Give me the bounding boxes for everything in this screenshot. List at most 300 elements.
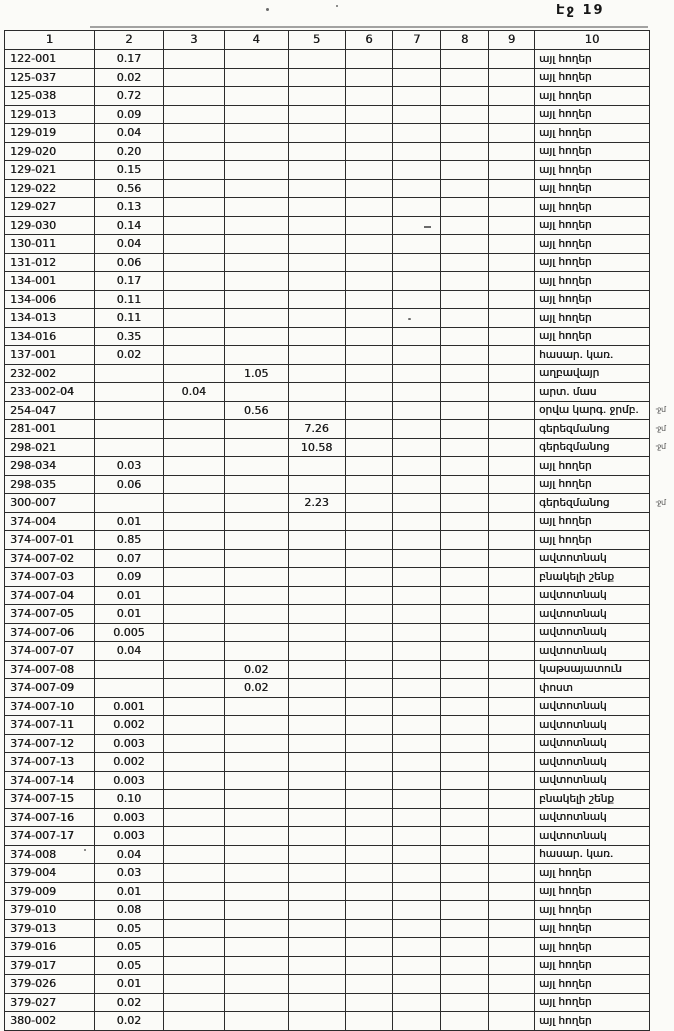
cell-area-value — [393, 364, 441, 383]
margin-note — [649, 272, 673, 291]
table-row — [5, 235, 674, 254]
cell-area-value — [288, 272, 345, 291]
cell-land-category: այլ հողեր — [535, 161, 650, 180]
scan-speck — [266, 8, 269, 11]
cell-area-value: 0.01 — [94, 605, 163, 624]
cell-area-value: 0.14 — [94, 216, 163, 235]
cell-area-value — [94, 401, 163, 420]
margin-note — [649, 993, 673, 1012]
cell-area-value: 0.01 — [94, 512, 163, 531]
cell-area-value — [345, 68, 393, 87]
cell-area-value — [489, 512, 535, 531]
cell-area-value — [288, 771, 345, 790]
margin-note — [649, 383, 673, 402]
cell-area-value — [345, 216, 393, 235]
margin-note — [649, 161, 673, 180]
cell-area-value — [163, 549, 224, 568]
cell-area-value — [224, 457, 288, 476]
cell-area-value — [441, 457, 489, 476]
cell-area-value — [489, 475, 535, 494]
cell-area-value — [489, 827, 535, 846]
cell-area-value — [393, 642, 441, 661]
cell-area-value — [393, 697, 441, 716]
cell-area-value — [345, 753, 393, 772]
cell-area-value — [393, 845, 441, 864]
cell-area-value — [224, 475, 288, 494]
cell-area-value — [393, 586, 441, 605]
cell-area-value — [224, 882, 288, 901]
cell-area-value — [393, 1012, 441, 1031]
cell-area-value — [345, 142, 393, 161]
cell-area-value — [224, 716, 288, 735]
cell-area-value: 1.05 — [224, 364, 288, 383]
cell-area-value — [345, 50, 393, 69]
cell-area-value — [345, 105, 393, 124]
cell-area-value — [288, 864, 345, 883]
cell-land-category: այլ հողեր — [535, 272, 650, 291]
table-row — [5, 531, 674, 550]
cell-parcel-code: 374-007-11 — [5, 716, 95, 735]
cell-area-value — [393, 161, 441, 180]
column-header: 2 — [94, 31, 163, 50]
cell-area-value — [288, 919, 345, 938]
cell-area-value — [224, 50, 288, 69]
cell-parcel-code: 374-007-10 — [5, 697, 95, 716]
cell-parcel-code: 129-022 — [5, 179, 95, 198]
cell-land-category: այլ հողեր — [535, 198, 650, 217]
cell-area-value — [224, 290, 288, 309]
cell-area-value — [288, 1012, 345, 1031]
cell-parcel-code: 233-002-04 — [5, 383, 95, 402]
cell-area-value — [441, 808, 489, 827]
cell-area-value — [489, 50, 535, 69]
cell-parcel-code: 380-002 — [5, 1012, 95, 1031]
margin-note — [649, 1012, 673, 1031]
cell-area-value — [288, 845, 345, 864]
cell-parcel-code: 129-027 — [5, 198, 95, 217]
cell-land-category: ավտոտնակ — [535, 623, 650, 642]
cell-area-value — [345, 901, 393, 920]
cell-land-category: փոստ — [535, 679, 650, 698]
cell-area-value: 0.04 — [94, 124, 163, 143]
cell-parcel-code: 298-034 — [5, 457, 95, 476]
cell-parcel-code: 374-007-12 — [5, 734, 95, 753]
cell-area-value: 0.01 — [94, 975, 163, 994]
margin-note — [649, 864, 673, 883]
cell-land-category: այլ հողեր — [535, 475, 650, 494]
cell-area-value — [288, 142, 345, 161]
margin-note — [649, 605, 673, 624]
cell-area-value — [441, 364, 489, 383]
cell-area-value — [288, 753, 345, 772]
table-row — [5, 346, 674, 365]
header-row — [5, 31, 674, 50]
cell-area-value — [224, 956, 288, 975]
cell-area-value: 0.06 — [94, 475, 163, 494]
table-row — [5, 383, 674, 402]
cell-parcel-code: 300-007 — [5, 494, 95, 513]
margin-note — [649, 124, 673, 143]
cell-area-value — [163, 568, 224, 587]
cell-area-value — [393, 142, 441, 161]
cell-area-value — [288, 68, 345, 87]
cell-area-value — [393, 235, 441, 254]
table-row — [5, 124, 674, 143]
cell-land-category: այլ հողեր — [535, 993, 650, 1012]
cell-area-value — [345, 827, 393, 846]
cell-area-value — [441, 679, 489, 698]
cell-area-value — [224, 808, 288, 827]
cell-area-value — [441, 327, 489, 346]
cell-parcel-code: 374-007-13 — [5, 753, 95, 772]
cell-area-value — [441, 623, 489, 642]
cell-area-value — [489, 68, 535, 87]
cell-area-value — [224, 734, 288, 753]
cell-area-value — [345, 383, 393, 402]
table-row — [5, 68, 674, 87]
cell-area-value — [345, 401, 393, 420]
cell-parcel-code: 137-001 — [5, 346, 95, 365]
cell-area-value — [489, 401, 535, 420]
cell-area-value — [163, 327, 224, 346]
cell-area-value: 0.07 — [94, 549, 163, 568]
cell-area-value — [489, 623, 535, 642]
cell-area-value — [94, 494, 163, 513]
table-row — [5, 993, 674, 1012]
cell-area-value — [489, 919, 535, 938]
cell-area-value — [441, 531, 489, 550]
table-row — [5, 290, 674, 309]
cell-area-value — [163, 660, 224, 679]
cell-area-value — [163, 956, 224, 975]
cell-area-value — [288, 457, 345, 476]
cell-area-value — [489, 216, 535, 235]
cell-area-value — [345, 420, 393, 439]
table-row — [5, 253, 674, 272]
cell-area-value — [288, 327, 345, 346]
cell-area-value — [393, 864, 441, 883]
cell-area-value — [288, 531, 345, 550]
cell-parcel-code: 374-004 — [5, 512, 95, 531]
cell-area-value — [393, 198, 441, 217]
cell-area-value — [224, 531, 288, 550]
cell-area-value — [441, 438, 489, 457]
cell-area-value — [288, 882, 345, 901]
cell-area-value — [393, 420, 441, 439]
cell-land-category: այլ հողեր — [535, 919, 650, 938]
margin-note — [649, 975, 673, 994]
cell-land-category: այլ հողեր — [535, 216, 650, 235]
margin-note — [649, 68, 673, 87]
cell-area-value — [441, 420, 489, 439]
cell-area-value — [224, 346, 288, 365]
cell-area-value — [163, 235, 224, 254]
cell-area-value — [393, 512, 441, 531]
cell-area-value: 0.17 — [94, 50, 163, 69]
cell-area-value — [163, 790, 224, 809]
cell-area-value — [345, 808, 393, 827]
cell-area-value — [393, 771, 441, 790]
cell-land-category: այլ հողեր — [535, 179, 650, 198]
cell-area-value — [441, 549, 489, 568]
cell-area-value — [489, 864, 535, 883]
cell-area-value — [224, 549, 288, 568]
cell-area-value — [163, 734, 224, 753]
cell-area-value — [489, 457, 535, 476]
cell-area-value — [288, 956, 345, 975]
margin-note — [649, 216, 673, 235]
cell-area-value — [441, 198, 489, 217]
cell-area-value — [163, 198, 224, 217]
cell-area-value — [441, 919, 489, 938]
cell-area-value — [393, 253, 441, 272]
cell-parcel-code: 254-047 — [5, 401, 95, 420]
cell-area-value: 0.15 — [94, 161, 163, 180]
cell-area-value — [288, 586, 345, 605]
margin-note — [649, 734, 673, 753]
cell-land-category: ավտոտնակ — [535, 716, 650, 735]
table-row — [5, 457, 674, 476]
cell-area-value — [393, 938, 441, 957]
cell-area-value — [288, 734, 345, 753]
cell-parcel-code: 129-019 — [5, 124, 95, 143]
table-row — [5, 845, 674, 864]
cell-area-value — [489, 882, 535, 901]
cell-area-value — [224, 420, 288, 439]
cell-parcel-code: 374-007-02 — [5, 549, 95, 568]
cell-area-value — [224, 901, 288, 920]
cell-area-value: 0.08 — [94, 901, 163, 920]
cell-area-value: 0.003 — [94, 734, 163, 753]
table-row — [5, 642, 674, 661]
table-row — [5, 568, 674, 587]
margin-note — [649, 956, 673, 975]
cell-area-value — [163, 124, 224, 143]
cell-area-value — [345, 605, 393, 624]
cell-land-category: ավտոտնակ — [535, 734, 650, 753]
cell-area-value — [163, 882, 224, 901]
table-row — [5, 161, 674, 180]
cell-land-category: արտ. մաս — [535, 383, 650, 402]
cell-area-value — [441, 753, 489, 772]
cell-parcel-code: 130-011 — [5, 235, 95, 254]
table-row — [5, 475, 674, 494]
cell-area-value: 0.02 — [224, 660, 288, 679]
cell-area-value — [441, 790, 489, 809]
cell-area-value — [288, 938, 345, 957]
table-row — [5, 420, 674, 439]
cell-parcel-code: 374-007-17 — [5, 827, 95, 846]
cell-area-value: 0.72 — [94, 87, 163, 106]
table-row — [5, 198, 674, 217]
cell-area-value — [441, 475, 489, 494]
margin-note — [649, 198, 673, 217]
cell-area-value — [441, 235, 489, 254]
cell-area-value — [288, 216, 345, 235]
cell-area-value — [163, 919, 224, 938]
cell-land-category: ավտոտնակ — [535, 771, 650, 790]
cell-area-value — [489, 253, 535, 272]
cell-parcel-code: 379-010 — [5, 901, 95, 920]
cell-parcel-code: 374-007-01 — [5, 531, 95, 550]
cell-area-value — [345, 956, 393, 975]
cell-land-category: այլ հողեր — [535, 124, 650, 143]
cell-parcel-code: 374-007-08 — [5, 660, 95, 679]
cell-area-value: 0.02 — [94, 346, 163, 365]
cell-area-value — [224, 938, 288, 957]
cell-land-category: աղբավայր — [535, 364, 650, 383]
cell-area-value — [489, 198, 535, 217]
cell-area-value — [224, 975, 288, 994]
cell-area-value — [345, 697, 393, 716]
cell-area-value — [163, 753, 224, 772]
cell-area-value — [163, 716, 224, 735]
cell-area-value: 0.01 — [94, 882, 163, 901]
cell-land-category: այլ հողեր — [535, 68, 650, 87]
cell-area-value — [345, 1012, 393, 1031]
margin-note — [649, 882, 673, 901]
cell-parcel-code: 374-008 — [5, 845, 95, 864]
cell-parcel-code: 374-007-09 — [5, 679, 95, 698]
cell-area-value — [224, 87, 288, 106]
cell-area-value — [441, 901, 489, 920]
cell-land-category: գերեզմանոց — [535, 420, 650, 439]
table-row — [5, 216, 674, 235]
cell-parcel-code: 134-006 — [5, 290, 95, 309]
cell-area-value — [288, 716, 345, 735]
cell-area-value — [489, 420, 535, 439]
table-row — [5, 179, 674, 198]
table-row — [5, 105, 674, 124]
cell-area-value — [441, 494, 489, 513]
cell-area-value — [163, 105, 224, 124]
cell-area-value — [163, 438, 224, 457]
cell-area-value: 0.02 — [94, 1012, 163, 1031]
cell-area-value — [224, 919, 288, 938]
scan-artifact-line — [90, 26, 648, 28]
table-row — [5, 512, 674, 531]
margin-note — [649, 642, 673, 661]
cell-area-value — [441, 346, 489, 365]
cell-area-value — [393, 68, 441, 87]
cell-area-value — [345, 586, 393, 605]
cell-area-value — [489, 771, 535, 790]
cell-area-value — [489, 87, 535, 106]
margin-note — [649, 457, 673, 476]
table-row — [5, 938, 674, 957]
cell-land-category: ավտոտնակ — [535, 549, 650, 568]
cell-area-value — [163, 216, 224, 235]
cell-area-value — [163, 161, 224, 180]
cell-area-value — [393, 753, 441, 772]
cell-area-value — [288, 790, 345, 809]
cell-parcel-code: 374-007-14 — [5, 771, 95, 790]
cell-land-category: այլ հողեր — [535, 512, 650, 531]
table-row — [5, 790, 674, 809]
cell-parcel-code: 131-012 — [5, 253, 95, 272]
margin-note — [649, 512, 673, 531]
cell-area-value — [345, 87, 393, 106]
cell-area-value — [345, 771, 393, 790]
table-row — [5, 919, 674, 938]
cell-parcel-code: 379-026 — [5, 975, 95, 994]
cell-area-value — [163, 938, 224, 957]
margin-note — [649, 253, 673, 272]
margin-note: ·ջմ — [654, 405, 666, 415]
cell-area-value — [288, 401, 345, 420]
cell-area-value — [441, 568, 489, 587]
cell-area-value — [393, 993, 441, 1012]
cell-land-category: այլ հողեր — [535, 142, 650, 161]
cell-area-value — [441, 1012, 489, 1031]
cell-area-value — [163, 179, 224, 198]
cell-area-value — [288, 679, 345, 698]
margin-note — [649, 179, 673, 198]
cell-area-value: 0.13 — [94, 198, 163, 217]
cell-area-value — [441, 253, 489, 272]
cell-area-value — [489, 346, 535, 365]
cell-area-value: 0.56 — [94, 179, 163, 198]
cell-area-value — [441, 734, 489, 753]
table-row — [5, 401, 674, 420]
cell-land-category: կաթսայատուն — [535, 660, 650, 679]
cell-area-value — [224, 438, 288, 457]
cell-area-value — [163, 494, 224, 513]
cell-area-value: 0.03 — [94, 457, 163, 476]
cell-area-value: 0.04 — [94, 845, 163, 864]
cell-area-value: 0.003 — [94, 827, 163, 846]
cell-parcel-code: 379-017 — [5, 956, 95, 975]
cell-land-category: այլ հողեր — [535, 105, 650, 124]
cell-area-value — [288, 198, 345, 217]
cell-area-value — [224, 864, 288, 883]
cell-area-value — [489, 438, 535, 457]
cell-area-value — [393, 272, 441, 291]
cell-land-category: օրվա կարգ. ջրմբ. — [535, 401, 650, 420]
margin-note — [649, 549, 673, 568]
cell-land-category: բնակելի շենք — [535, 790, 650, 809]
cell-area-value — [288, 642, 345, 661]
margin-note — [649, 808, 673, 827]
cell-area-value: 0.09 — [94, 568, 163, 587]
cell-area-value — [288, 383, 345, 402]
margin-note — [649, 235, 673, 254]
cell-area-value — [441, 938, 489, 957]
cell-area-value — [393, 87, 441, 106]
cell-area-value — [288, 161, 345, 180]
cell-area-value — [441, 105, 489, 124]
cell-parcel-code: 125-038 — [5, 87, 95, 106]
cell-parcel-code: 122-001 — [5, 50, 95, 69]
cell-area-value — [163, 309, 224, 328]
cell-land-category: հասար. կառ. — [535, 346, 650, 365]
cell-area-value — [393, 494, 441, 513]
table-row — [5, 605, 674, 624]
cell-area-value — [288, 346, 345, 365]
cell-area-value — [489, 845, 535, 864]
cell-area-value — [163, 50, 224, 69]
cell-area-value — [441, 50, 489, 69]
cell-area-value — [224, 253, 288, 272]
cell-area-value — [345, 161, 393, 180]
cell-area-value — [345, 549, 393, 568]
cell-area-value — [393, 901, 441, 920]
cell-area-value — [393, 216, 441, 235]
cell-area-value — [489, 549, 535, 568]
cadastral-table — [4, 30, 674, 1031]
cell-parcel-code: 379-009 — [5, 882, 95, 901]
cell-area-value — [441, 586, 489, 605]
